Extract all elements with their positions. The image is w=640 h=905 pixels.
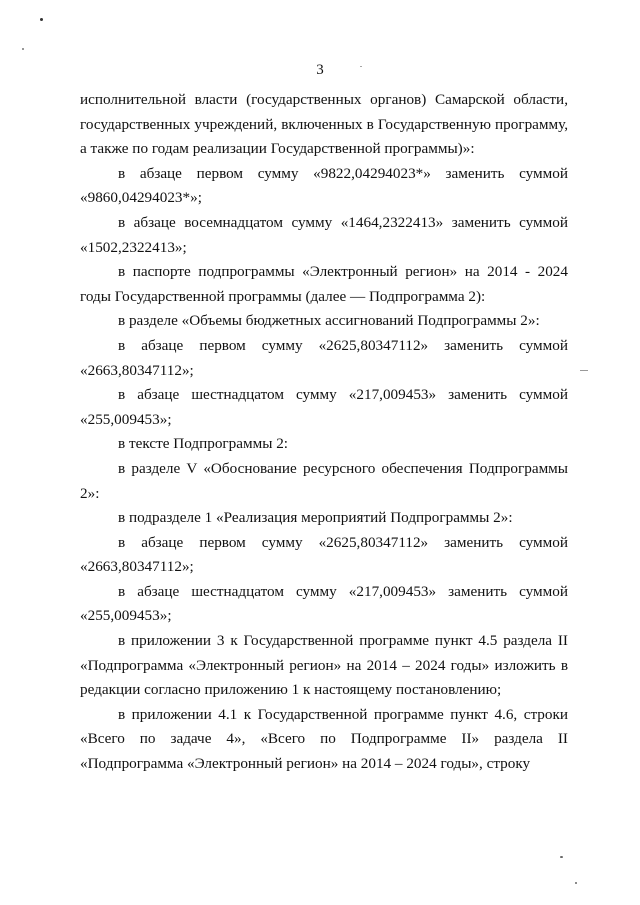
paragraph: в абзаце шестнадцатом сумму «217,009453» заменить суммой «255,009453»; <box>80 582 568 625</box>
paragraph: в абзаце первом сумму «9822,04294023*» заменить суммой «9860,04294023*»; <box>80 164 568 207</box>
paragraph: в абзаце первом сумму «2625,80347112» заменить суммой «2663,80347112»; <box>80 336 568 379</box>
paragraph: в разделе «Объемы бюджетных ассигнований Подпрограммы 2»: <box>118 312 540 330</box>
scan-speck <box>22 48 24 50</box>
paragraph: в паспорте подпрограммы «Электронный регион» на 2014 - 2024 годы Государственной программы (далее — Подпрограмма 2): <box>80 263 568 305</box>
paragraph: в подразделе 1 «Реализация мероприятий Подпрограммы 2»: <box>118 509 513 527</box>
document-body <box>80 88 568 777</box>
paragraph: в приложении 4.1 к Государственной программе пункт 4.6, строки «Всего по задаче 4», «Всего по Подпрограмме II» раздела II «Подпрограмма «Электронный регион» на 2014 – 2024 годы», строку <box>80 705 568 773</box>
paragraph: исполнительной власти (государственных органов) Самарской области, государственных учреждений, включенных в Государственную программу, а также по годам реализации Государственной программы)»: <box>80 91 568 158</box>
paragraph: в абзаце шестнадцатом сумму «217,009453» заменить суммой «255,009453»; <box>80 386 568 428</box>
paragraph: в тексте Подпрограммы 2: <box>118 435 289 453</box>
paragraph: в абзаце восемнадцатом сумму «1464,2322413» заменить суммой «1502,2322413»; <box>80 213 568 256</box>
paragraph: в приложении 3 к Государственной программе пункт 4.5 раздела II «Подпрограмма «Электронный регион» на 2014 – 2024 годы» изложить в редакции согласно приложению 1 к настоящему постановлению; <box>80 632 568 699</box>
scan-speck <box>560 856 563 858</box>
scan-speck <box>580 370 588 371</box>
scan-speck <box>40 18 43 21</box>
page-number: 3 <box>316 62 324 78</box>
paragraph: в абзаце первом сумму «2625,80347112» заменить суммой «2663,80347112»; <box>80 533 568 576</box>
paragraph: в разделе V «Обоснование ресурсного обеспечения Подпрограммы 2»: <box>80 459 568 502</box>
scan-speck <box>575 882 577 884</box>
